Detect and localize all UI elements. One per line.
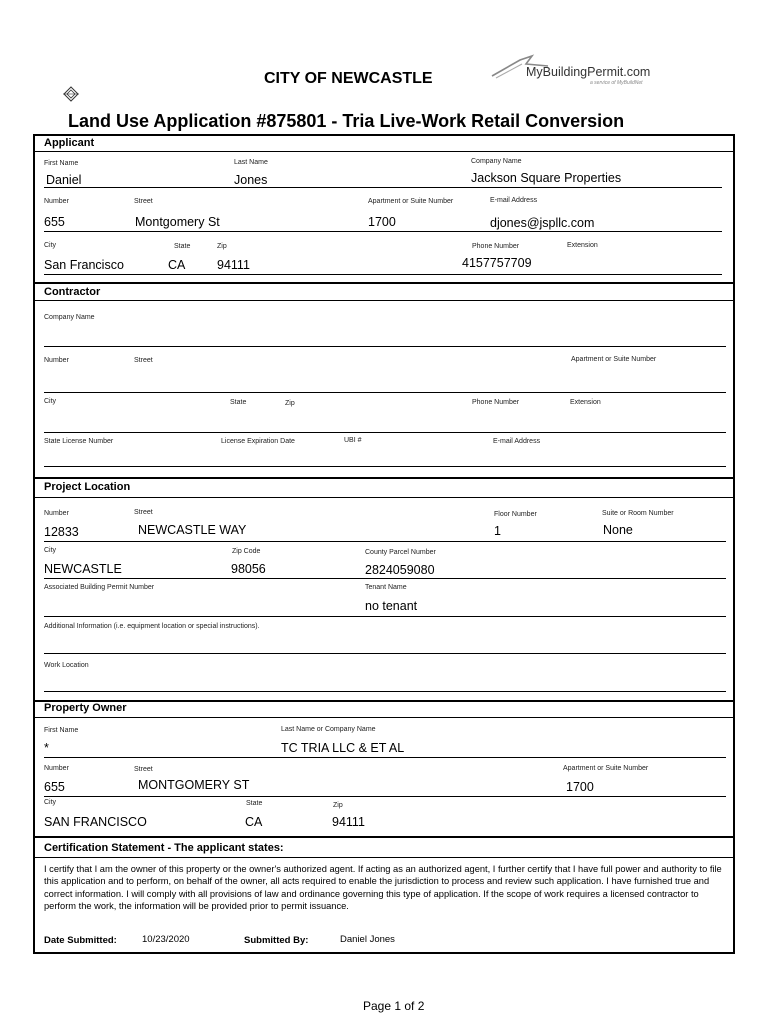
- logo: [490, 54, 660, 88]
- contractor-section-title: Contractor: [44, 286, 101, 298]
- project-floor-label: Floor Number: [494, 511, 537, 518]
- project-city[interactable]: NEWCASTLE: [44, 562, 122, 576]
- applicant-phone-label: Phone Number: [472, 243, 520, 250]
- applicant-first-name-label: First Name: [44, 160, 79, 167]
- divider: [34, 717, 734, 718]
- applicant-street[interactable]: Montgomery St: [135, 215, 220, 229]
- contractor-ubi-label: UBI #: [344, 437, 362, 444]
- contractor-zip-label: Zip: [285, 400, 295, 407]
- logo-text: MyBuildingPermit.com: [526, 65, 651, 79]
- contractor-license-exp-label: License Expiration Date: [221, 438, 295, 445]
- contractor-phone-label: Phone Number: [472, 399, 520, 406]
- contractor-street-label: Street: [134, 357, 153, 364]
- project-city-label: City: [44, 547, 57, 554]
- submitted-by-label: Submitted By:: [244, 935, 309, 946]
- project-work-location-label: Work Location: [44, 662, 89, 669]
- date-submitted-value: 10/23/2020: [142, 934, 190, 945]
- page-number: Page 1 of 2: [363, 999, 425, 1013]
- project-floor[interactable]: 1: [494, 524, 501, 538]
- contractor-number-label: Number: [44, 357, 69, 364]
- project-parcel-label: County Parcel Number: [365, 549, 436, 556]
- field-underline: [44, 796, 726, 797]
- field-underline: [44, 578, 726, 579]
- owner-first-name[interactable]: *: [44, 741, 49, 755]
- applicant-apt[interactable]: 1700: [368, 215, 396, 229]
- field-underline[interactable]: [44, 392, 726, 393]
- certification-text: I certify that I am the owner of this property or the owner's authorized agent. If acting as an authorized agent, I further certify that I have full power and authority to file this application and to perform, on behalf of the owner, all acts required to enable the jurisdiction to process and review such application. I have furnished true and correct information. I will comply with all provisions of law and ordinance governing this type of application. If the scope of work requires a licensed contractor to perform the work, the information will be provided prior to permit issuance.: [44, 864, 722, 911]
- project-number[interactable]: 12833: [44, 525, 79, 539]
- section-divider: [34, 282, 734, 284]
- owner-last-name[interactable]: TC TRIA LLC & ET AL: [281, 741, 405, 755]
- applicant-company[interactable]: Jackson Square Properties: [471, 171, 622, 185]
- contractor-extension-label: Extension: [570, 399, 601, 406]
- owner-number[interactable]: 655: [44, 780, 65, 794]
- owner-city[interactable]: SAN FRANCISCO: [44, 815, 147, 829]
- project-tenant-label: Tenant Name: [365, 584, 407, 591]
- certification-section-title: Certification Statement - The applicant states:: [44, 842, 284, 854]
- applicant-number[interactable]: 655: [44, 215, 65, 229]
- applicant-section-title: Applicant: [44, 137, 95, 149]
- applicant-first-name[interactable]: Daniel: [46, 173, 82, 187]
- field-underline[interactable]: [44, 346, 726, 347]
- contractor-license-label: State License Number: [44, 438, 114, 445]
- project-street-label: Street: [134, 509, 153, 516]
- applicant-last-name[interactable]: Jones: [234, 173, 268, 187]
- page-title: Land Use Application #875801 - Tria Live-Work Retail Conversion: [68, 111, 625, 131]
- applicant-zip-label: Zip: [217, 243, 227, 250]
- owner-zip[interactable]: 94111: [332, 815, 365, 829]
- applicant-last-name-label: Last Name: [234, 159, 268, 166]
- field-underline[interactable]: [44, 466, 726, 467]
- divider: [34, 300, 734, 301]
- divider: [34, 497, 734, 498]
- date-submitted-label: Date Submitted:: [44, 935, 117, 946]
- field-underline: [44, 541, 726, 542]
- submitted-by-value: Daniel Jones: [340, 934, 395, 945]
- owner-state[interactable]: CA: [245, 815, 263, 829]
- field-underline: [44, 274, 722, 275]
- project-zip-label: Zip Code: [232, 548, 261, 555]
- emblem-icon: [62, 86, 80, 107]
- owner-zip-label: Zip: [333, 802, 343, 809]
- owner-last-name-label: Last Name or Company Name: [281, 726, 376, 733]
- applicant-state-label: State: [174, 243, 191, 250]
- city-name: CITY OF NEWCASTLE: [264, 70, 433, 87]
- section-divider: [34, 836, 734, 838]
- applicant-phone[interactable]: 4157757709: [462, 256, 532, 270]
- project-parcel[interactable]: 2824059080: [365, 563, 435, 577]
- field-underline[interactable]: [44, 653, 726, 654]
- owner-street[interactable]: MONTGOMERY ST: [138, 778, 250, 792]
- project-suite[interactable]: None: [603, 523, 633, 537]
- contractor-company-label: Company Name: [44, 314, 95, 321]
- applicant-street-label: Street: [134, 198, 153, 205]
- applicant-state[interactable]: CA: [168, 258, 186, 272]
- project-additional-label: Additional Information (i.e. equipment location or special instructions).: [44, 623, 260, 630]
- logo-tagline: a service of MyBuildNet: [590, 80, 643, 86]
- field-underline: [44, 757, 726, 758]
- owner-city-label: City: [44, 799, 57, 806]
- contractor-state-label: State: [230, 399, 247, 406]
- owner-apt[interactable]: 1700: [566, 780, 594, 794]
- applicant-email[interactable]: djones@jspllc.com: [490, 216, 595, 230]
- project-permit-label: Associated Building Permit Number: [44, 584, 155, 591]
- property-owner-section-title: Property Owner: [44, 702, 127, 714]
- applicant-number-label: Number: [44, 198, 69, 205]
- field-underline: [44, 231, 722, 232]
- contractor-apt-label: Apartment or Suite Number: [571, 356, 657, 363]
- field-underline[interactable]: [44, 691, 726, 692]
- owner-apt-label: Apartment or Suite Number: [563, 765, 649, 772]
- field-underline[interactable]: [44, 432, 726, 433]
- applicant-city-label: City: [44, 242, 57, 249]
- contractor-email-label: E-mail Address: [493, 438, 541, 445]
- owner-street-label: Street: [134, 766, 153, 773]
- divider: [34, 151, 734, 152]
- owner-first-name-label: First Name: [44, 727, 79, 734]
- owner-number-label: Number: [44, 765, 69, 772]
- form-border: [33, 134, 735, 954]
- project-number-label: Number: [44, 510, 69, 517]
- applicant-apt-label: Apartment or Suite Number: [368, 198, 454, 205]
- project-street[interactable]: NEWCASTLE WAY: [138, 523, 247, 537]
- field-underline: [44, 616, 726, 617]
- project-suite-label: Suite or Room Number: [602, 510, 674, 517]
- applicant-extension-label: Extension: [567, 242, 598, 249]
- owner-state-label: State: [246, 800, 263, 807]
- applicant-city[interactable]: San Francisco: [44, 258, 124, 272]
- applicant-zip[interactable]: 94111: [217, 258, 250, 272]
- project-tenant[interactable]: no tenant: [365, 599, 418, 613]
- project-location-section-title: Project Location: [44, 481, 131, 493]
- field-underline: [44, 187, 722, 188]
- applicant-company-label: Company Name: [471, 158, 522, 165]
- applicant-email-label: E-mail Address: [490, 197, 538, 204]
- project-zip[interactable]: 98056: [231, 562, 266, 576]
- contractor-city-label: City: [44, 398, 57, 405]
- divider: [34, 857, 734, 858]
- section-divider: [34, 477, 734, 479]
- section-divider: [34, 700, 734, 702]
